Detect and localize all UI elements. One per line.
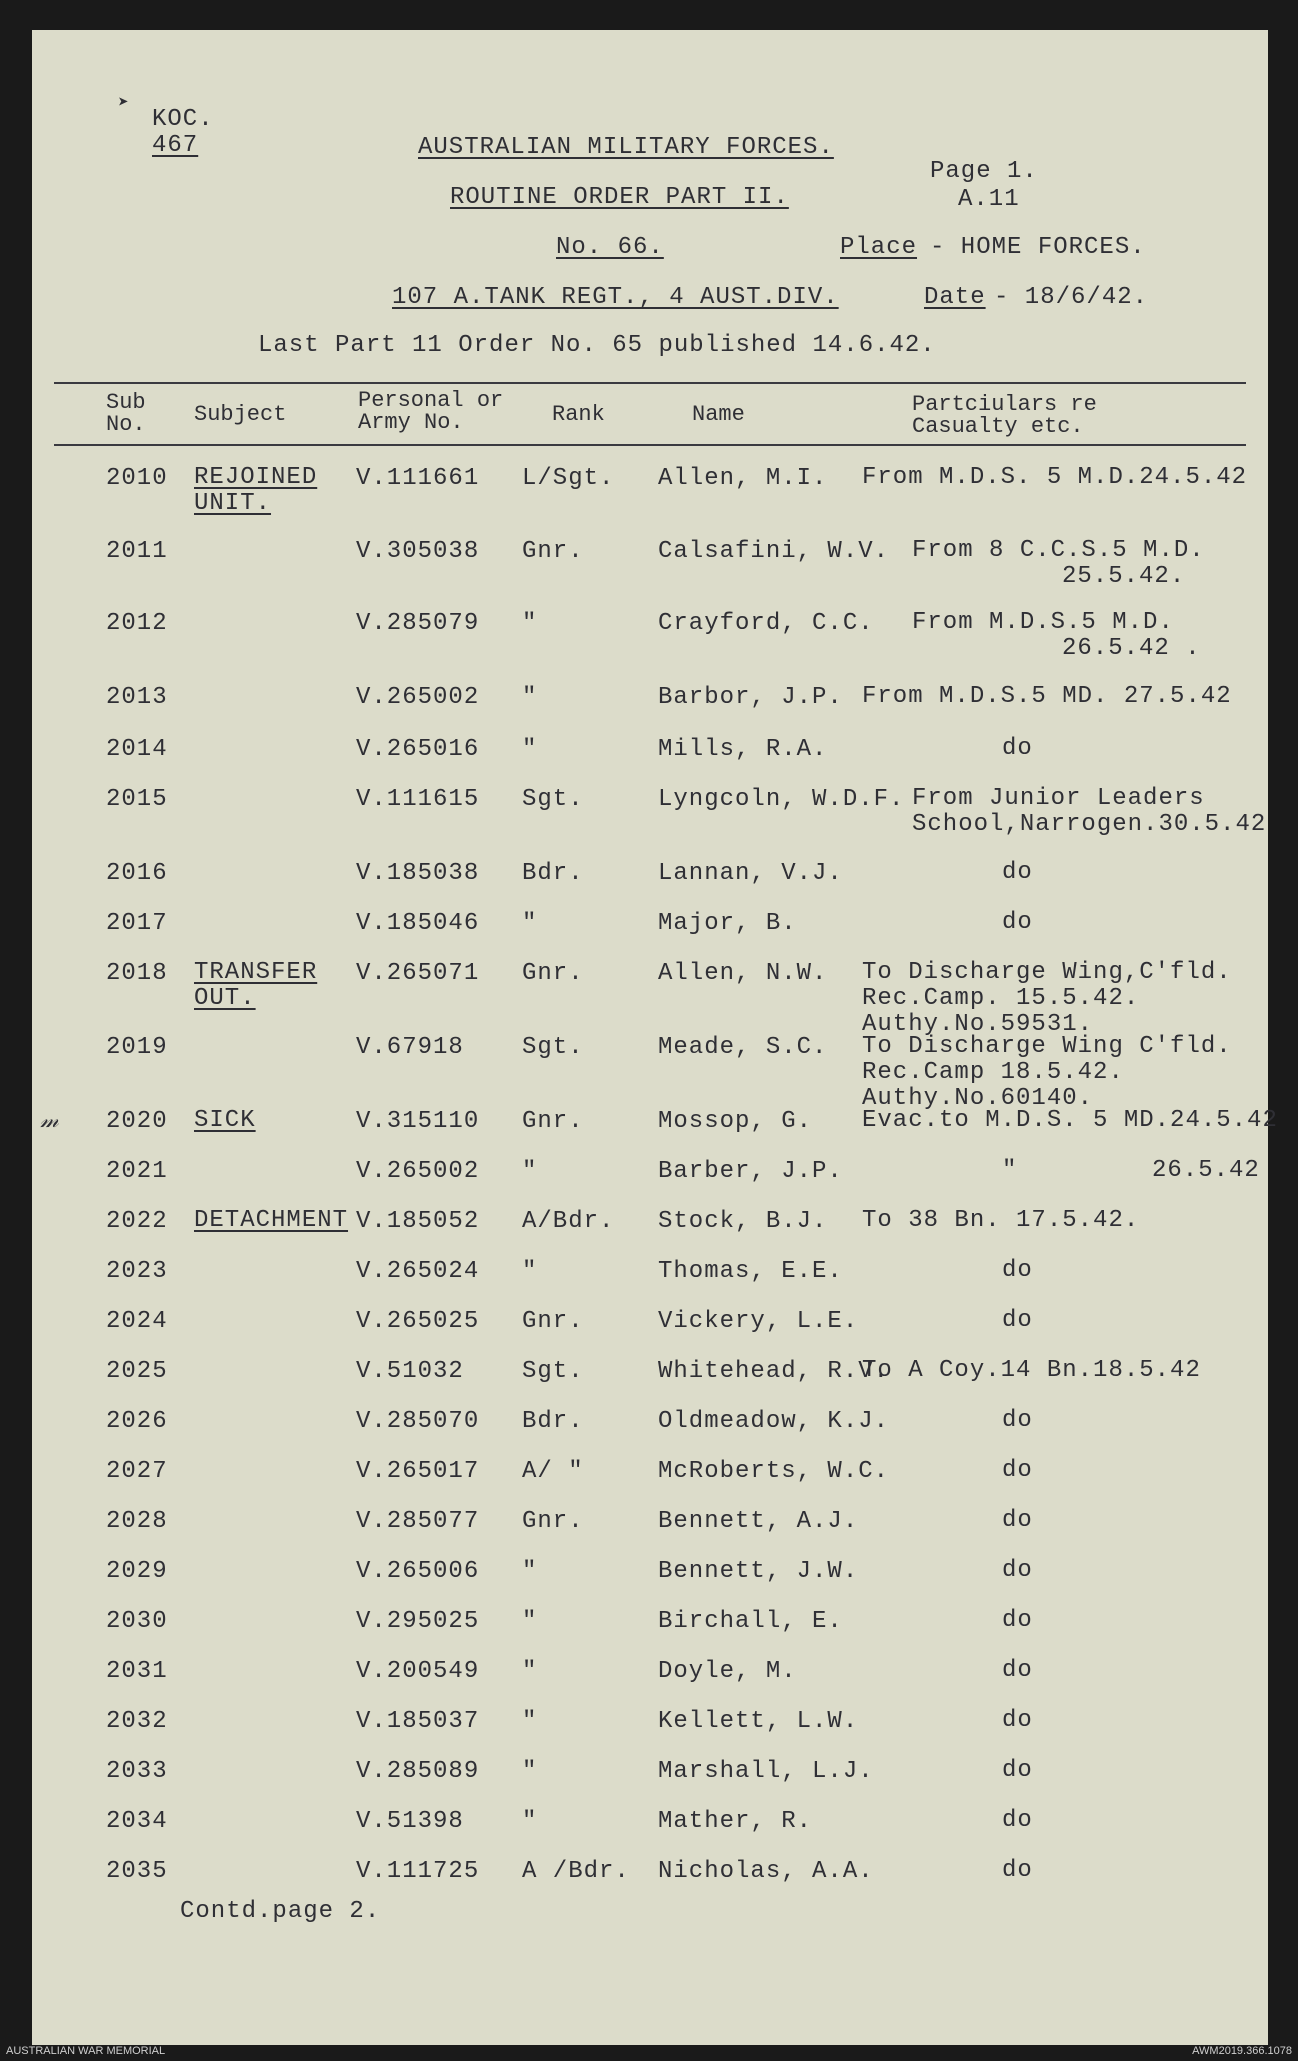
army-no: V.265071: [356, 960, 480, 987]
particulars: do: [1002, 1557, 1033, 1584]
table-row: [32, 1758, 1268, 1786]
table-row: [32, 609, 1268, 662]
header-rule-top: [54, 382, 1246, 384]
name: Birchall, E.: [658, 1608, 843, 1635]
particulars: do: [1002, 735, 1033, 762]
name: Barbor, J.P.: [658, 684, 843, 711]
sub-no: 2015: [106, 786, 168, 813]
table-row: [32, 1408, 1268, 1436]
particulars: From M.D.S.5 M.D.: [912, 609, 1174, 636]
particulars-line2: Rec.Camp 18.5.42.: [862, 1059, 1124, 1086]
sub-no: 2022: [106, 1208, 168, 1235]
sub-no: 2013: [106, 684, 168, 711]
army-no: V.295025: [356, 1608, 480, 1635]
rank: ": [522, 1658, 538, 1685]
pencil-mark-icon: ➤: [118, 94, 129, 114]
particulars-date: 26.5.42: [1152, 1157, 1260, 1184]
rank: ": [522, 1758, 538, 1785]
rank: Gnr.: [522, 1308, 584, 1335]
sub-no: 2032: [106, 1708, 168, 1735]
rank: ": [522, 610, 538, 637]
col-particulars: Partciulars re Casualty etc.: [912, 392, 1097, 439]
name: Vickery, L.E.: [658, 1308, 859, 1335]
sub-no: 2023: [106, 1258, 168, 1285]
name: Allen, N.W.: [658, 960, 828, 987]
army-no: V.185052: [356, 1208, 480, 1235]
army-no: V.285077: [356, 1508, 480, 1535]
army-no: V.51398: [356, 1808, 464, 1835]
army-no: V.265006: [356, 1558, 480, 1585]
rank: L/Sgt.: [522, 465, 615, 492]
particulars: do: [1002, 1657, 1033, 1684]
army-no: V.265025: [356, 1308, 480, 1335]
table-row: [32, 537, 1268, 590]
document-page: [32, 30, 1278, 2045]
particulars: do: [1002, 1807, 1033, 1834]
sub-no: 2016: [106, 860, 168, 887]
name: Doyle, M.: [658, 1658, 797, 1685]
file-ref-line1: KOC.: [152, 106, 214, 133]
subject: TRANSFER OUT.: [194, 959, 318, 1012]
table-row: [32, 1858, 1268, 1886]
sub-no: 2014: [106, 736, 168, 763]
rank: Gnr.: [522, 538, 584, 565]
name: Lannan, V.J.: [658, 860, 843, 887]
sub-no: 2012: [106, 610, 168, 637]
army-no: V.185037: [356, 1708, 480, 1735]
name: Lyngcoln, W.D.F.: [658, 786, 905, 813]
name: Mather, R.: [658, 1808, 813, 1835]
table-row: [32, 1258, 1268, 1286]
name: Kellett, L.W.: [658, 1708, 859, 1735]
continued-note: Contd.page 2.: [180, 1898, 381, 1925]
sub-no: 2011: [106, 538, 168, 565]
particulars: do: [1002, 1507, 1033, 1534]
col-subject: Subject: [194, 402, 287, 427]
name: Crayford, C.C.: [658, 610, 874, 637]
col-army-no: Personal or Army No.: [358, 388, 504, 435]
table-row: [32, 1458, 1268, 1486]
col-rank: Rank: [552, 402, 605, 427]
army-no: V.265017: [356, 1458, 480, 1485]
rank: ": [522, 736, 538, 763]
particulars: From Junior Leaders: [912, 785, 1205, 812]
rank: ": [522, 684, 538, 711]
particulars: From 8 C.C.S.5 M.D.: [912, 537, 1205, 564]
army-no: V.111661: [356, 465, 480, 492]
army-no: V.265024: [356, 1258, 480, 1285]
particulars: To A Coy.14 Bn.18.5.42: [862, 1357, 1201, 1384]
col-name: Name: [692, 402, 745, 427]
name: Thomas, E.E.: [658, 1258, 843, 1285]
army-no: V.111615: [356, 786, 480, 813]
page-number: Page 1.: [930, 158, 1038, 185]
rank: A/Bdr.: [522, 1208, 615, 1235]
army-no: V.185038: [356, 860, 480, 887]
name: McRoberts, W.C.: [658, 1458, 890, 1485]
sub-no: 2031: [106, 1658, 168, 1685]
rank: A /Bdr.: [522, 1858, 630, 1885]
credit-right: AWM2019.366.1078: [1192, 2045, 1292, 2057]
initials-mark: 𝓂: [40, 1108, 59, 1133]
table-row: [32, 736, 1268, 764]
name: Stock, B.J.: [658, 1208, 828, 1235]
particulars: do: [1002, 909, 1033, 936]
particulars: ": [1002, 1157, 1018, 1184]
rank: Gnr.: [522, 1508, 584, 1535]
sub-no: 2026: [106, 1408, 168, 1435]
table-row: [32, 1358, 1268, 1386]
sub-no: 2019: [106, 1034, 168, 1061]
table-row: [32, 1208, 1268, 1236]
particulars: do: [1002, 1707, 1033, 1734]
table-row: [32, 684, 1268, 712]
particulars: do: [1002, 1857, 1033, 1884]
particulars: From M.D.S. 5 M.D.24.5.42: [862, 464, 1248, 491]
rank: Bdr.: [522, 1408, 584, 1435]
rank: Sgt.: [522, 1358, 584, 1385]
army-no: V.285070: [356, 1408, 480, 1435]
table-row: [32, 1107, 1278, 1136]
particulars-line2: Rec.Camp. 15.5.42.: [862, 985, 1140, 1012]
sub-no: 2020: [106, 1108, 168, 1135]
table-row: [32, 1558, 1268, 1586]
sub-no: 2018: [106, 960, 168, 987]
army-no: V.51032: [356, 1358, 464, 1385]
particulars-line2: 26.5.42 .: [1062, 635, 1201, 662]
header-rule-bottom: [54, 444, 1246, 446]
name: Whitehead, R.V.: [658, 1358, 890, 1385]
sub-no: 2035: [106, 1858, 168, 1885]
particulars-line3: Authy.No.60140.: [862, 1085, 1094, 1112]
table-row: [32, 1658, 1268, 1686]
name: Major, B.: [658, 910, 797, 937]
place-value: - HOME FORCES.: [930, 234, 1146, 261]
particulars: To Discharge Wing C'fld.: [862, 1033, 1232, 1060]
name: Allen, M.I.: [658, 465, 828, 492]
rank: ": [522, 1558, 538, 1585]
sub-no: 2025: [106, 1358, 168, 1385]
sub-no: 2029: [106, 1558, 168, 1585]
rank: Sgt.: [522, 786, 584, 813]
serial-number: A.11: [958, 186, 1020, 213]
table-row: [32, 1158, 1268, 1186]
sub-no: 2033: [106, 1758, 168, 1785]
document-subtitle: ROUTINE ORDER PART II.: [450, 184, 789, 211]
particulars-line3: Authy.No.59531.: [862, 1011, 1094, 1038]
rank: ": [522, 1708, 538, 1735]
table-row: [32, 1508, 1268, 1536]
sub-no: 2034: [106, 1808, 168, 1835]
army-no: V.111725: [356, 1858, 480, 1885]
rank: Gnr.: [522, 1108, 584, 1135]
rank: Sgt.: [522, 1034, 584, 1061]
particulars: To Discharge Wing,C'fld.: [862, 959, 1232, 986]
particulars: To 38 Bn. 17.5.42.: [862, 1207, 1140, 1234]
name: Bennett, A.J.: [658, 1508, 859, 1535]
table-row: [32, 910, 1268, 938]
sub-no: 2027: [106, 1458, 168, 1485]
name: Mossop, G.: [658, 1108, 813, 1135]
rank: ": [522, 1608, 538, 1635]
particulars: Evac.to M.D.S. 5 MD.24.5.42: [862, 1107, 1278, 1134]
order-number: No. 66.: [556, 234, 664, 261]
army-no: V.200549: [356, 1658, 480, 1685]
rank: ": [522, 1158, 538, 1185]
sub-no: 2024: [106, 1308, 168, 1335]
rank: ": [522, 910, 538, 937]
date-value: - 18/6/42.: [994, 284, 1149, 311]
table-row: [32, 1033, 1268, 1112]
table-row: [32, 1708, 1268, 1736]
table-row: [32, 1308, 1268, 1336]
rank: A/ ": [522, 1458, 584, 1485]
rank: Gnr.: [522, 960, 584, 987]
particulars: do: [1002, 1607, 1033, 1634]
particulars: From M.D.S.5 MD. 27.5.42: [862, 683, 1232, 710]
sub-no: 2030: [106, 1608, 168, 1635]
rank: Bdr.: [522, 860, 584, 887]
name: Nicholas, A.A.: [658, 1858, 874, 1885]
particulars: do: [1002, 1307, 1033, 1334]
table-row: [32, 1608, 1268, 1636]
unit-name: 107 A.TANK REGT., 4 AUST.DIV.: [392, 284, 839, 311]
place-label: Place: [840, 234, 918, 261]
table-row: [32, 785, 1268, 838]
col-sub-no: Sub No.: [106, 390, 146, 437]
sub-no: 2017: [106, 910, 168, 937]
sub-no: 2021: [106, 1158, 168, 1185]
subject: REJOINED UNIT.: [194, 464, 318, 517]
army-no: V.67918: [356, 1034, 464, 1061]
name: Bennett, J.W.: [658, 1558, 859, 1585]
table-row: [32, 1808, 1268, 1836]
table-row: [32, 464, 1268, 517]
name: Barber, J.P.: [658, 1158, 843, 1185]
document-title: AUSTRALIAN MILITARY FORCES.: [418, 134, 834, 161]
subject: DETACHMENT: [194, 1207, 349, 1234]
name: Oldmeadow, K.J.: [658, 1408, 890, 1435]
sub-no: 2028: [106, 1508, 168, 1535]
table-row: [32, 860, 1268, 888]
name: Marshall, L.J.: [658, 1758, 874, 1785]
particulars: do: [1002, 1257, 1033, 1284]
particulars: do: [1002, 1757, 1033, 1784]
army-no: V.265016: [356, 736, 480, 763]
name: Mills, R.A.: [658, 736, 828, 763]
army-no: V.305038: [356, 538, 480, 565]
subject: SICK: [194, 1107, 256, 1134]
particulars: do: [1002, 1457, 1033, 1484]
particulars-line2: 25.5.42.: [1062, 563, 1186, 590]
army-no: V.285089: [356, 1758, 480, 1785]
army-no: V.185046: [356, 910, 480, 937]
army-no: V.265002: [356, 1158, 480, 1185]
army-no: V.285079: [356, 610, 480, 637]
army-no: V.315110: [356, 1108, 480, 1135]
last-order-note: Last Part 11 Order No. 65 published 14.6.42.: [258, 332, 936, 359]
sub-no: 2010: [106, 465, 168, 492]
particulars: do: [1002, 1407, 1033, 1434]
name: Meade, S.C.: [658, 1034, 828, 1061]
rank: ": [522, 1258, 538, 1285]
particulars: do: [1002, 859, 1033, 886]
particulars-line2: School,Narrogen.30.5.42: [912, 811, 1267, 838]
name: Calsafini, W.V.: [658, 538, 890, 565]
credit-left: AUSTRALIAN WAR MEMORIAL: [6, 2045, 166, 2057]
table-row: [32, 959, 1268, 1038]
rank: ": [522, 1808, 538, 1835]
date-label: Date: [924, 284, 986, 311]
army-no: V.265002: [356, 684, 480, 711]
file-ref-line2: 467: [152, 132, 199, 159]
